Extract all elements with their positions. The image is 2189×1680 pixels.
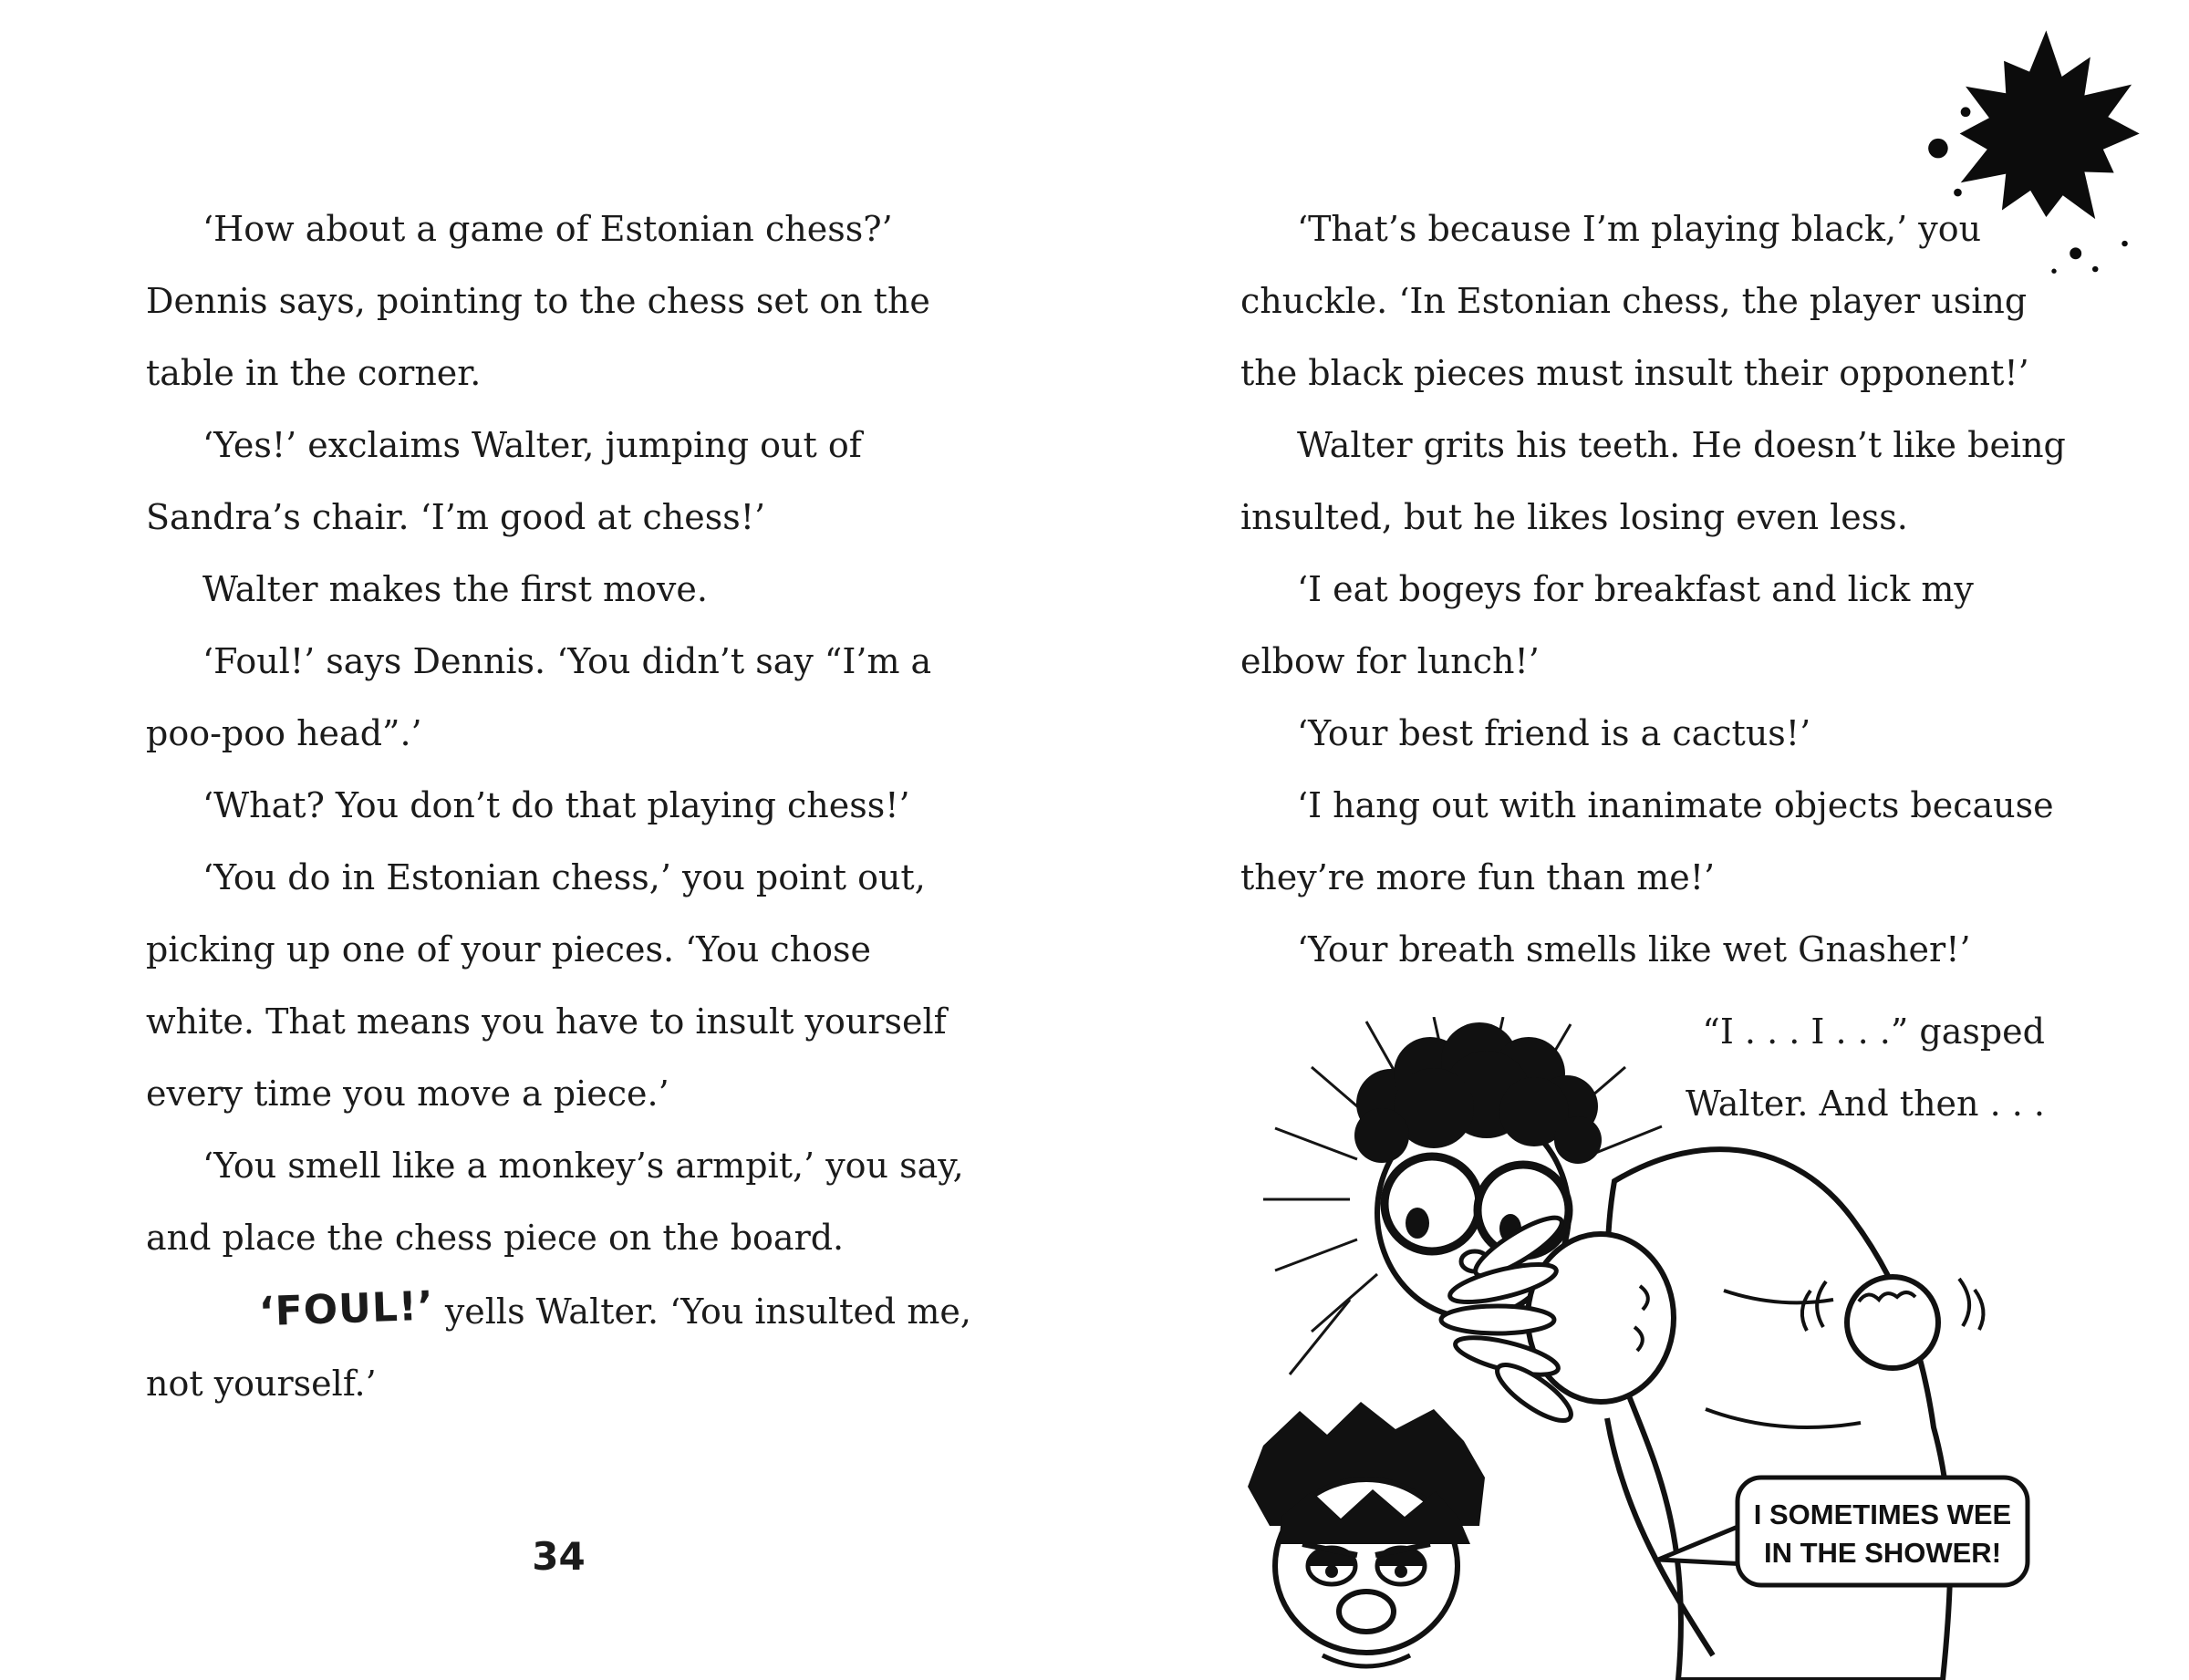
paragraph: ‘That’s because I’m playing black,’ you chuckle. ‘In Estonian chess, the player using the black pieces must insult their opponent!’ bbox=[1240, 209, 2029, 393]
paragraph: ‘I hang out with inanimate objects because they’re more fun than me!’ bbox=[1240, 785, 2054, 897]
paragraph: Walter grits his teeth. He doesn’t like being insulted, but he likes losing even less. bbox=[1240, 425, 2066, 537]
speech-bubble-line-2: IN THE SHOWER! bbox=[1763, 1537, 2002, 1569]
right-text-column bbox=[1240, 193, 2066, 986]
page-number: 34 bbox=[532, 1534, 586, 1579]
walter-body bbox=[1608, 1149, 1951, 1680]
caption-line-2: Walter. And then . . . bbox=[1686, 1084, 2045, 1124]
paragraph: ‘You smell like a monkey’s armpit,’ you say, and place the chess piece on the board. bbox=[146, 1146, 964, 1258]
cartoon-illustration bbox=[1213, 1017, 2052, 1680]
foul-rest-text: yells Walter. ‘You insulted me, not yourself.’ bbox=[146, 1291, 971, 1404]
foul-exclamation: ‘FOUL!’ bbox=[258, 1282, 435, 1336]
speech-bubble-line-1: I SOMETIMES WEE bbox=[1753, 1499, 2012, 1530]
caption-line-1: “I . . . I . . .” gasped bbox=[1702, 1011, 2045, 1052]
paragraph: ‘How about a game of Estonian chess?’ Dennis says, pointing to the chess set on the table in the corner. bbox=[146, 209, 930, 393]
paragraph-foul bbox=[146, 1274, 971, 1420]
paragraph: ‘What? You don’t do that playing chess!’ bbox=[202, 785, 910, 825]
dennis-head bbox=[1248, 1402, 1485, 1666]
paragraph: ‘I eat bogeys for breakfast and lick my elbow for lunch!’ bbox=[1240, 569, 1974, 681]
left-text-column bbox=[146, 193, 971, 1420]
paragraph: ‘Your best friend is a cactus!’ bbox=[1297, 713, 1811, 753]
paragraph: ‘Yes!’ exclaims Walter, jumping out of Sandra’s chair. ‘I’m good at chess!’ bbox=[146, 425, 862, 537]
paragraph: ‘Your breath smells like wet Gnasher!’ bbox=[1297, 929, 1971, 970]
paragraph: Walter makes the first move. bbox=[202, 569, 708, 609]
paragraph: ‘You do in Estonian chess,’ you point out, picking up one of your pieces. ‘You chose white. That means you have to insult yourself every time you move a piece.’ bbox=[146, 857, 947, 1114]
paragraph: ‘Foul!’ says Dennis. ‘You didn’t say “I’m a poo-poo head”.’ bbox=[146, 641, 932, 753]
